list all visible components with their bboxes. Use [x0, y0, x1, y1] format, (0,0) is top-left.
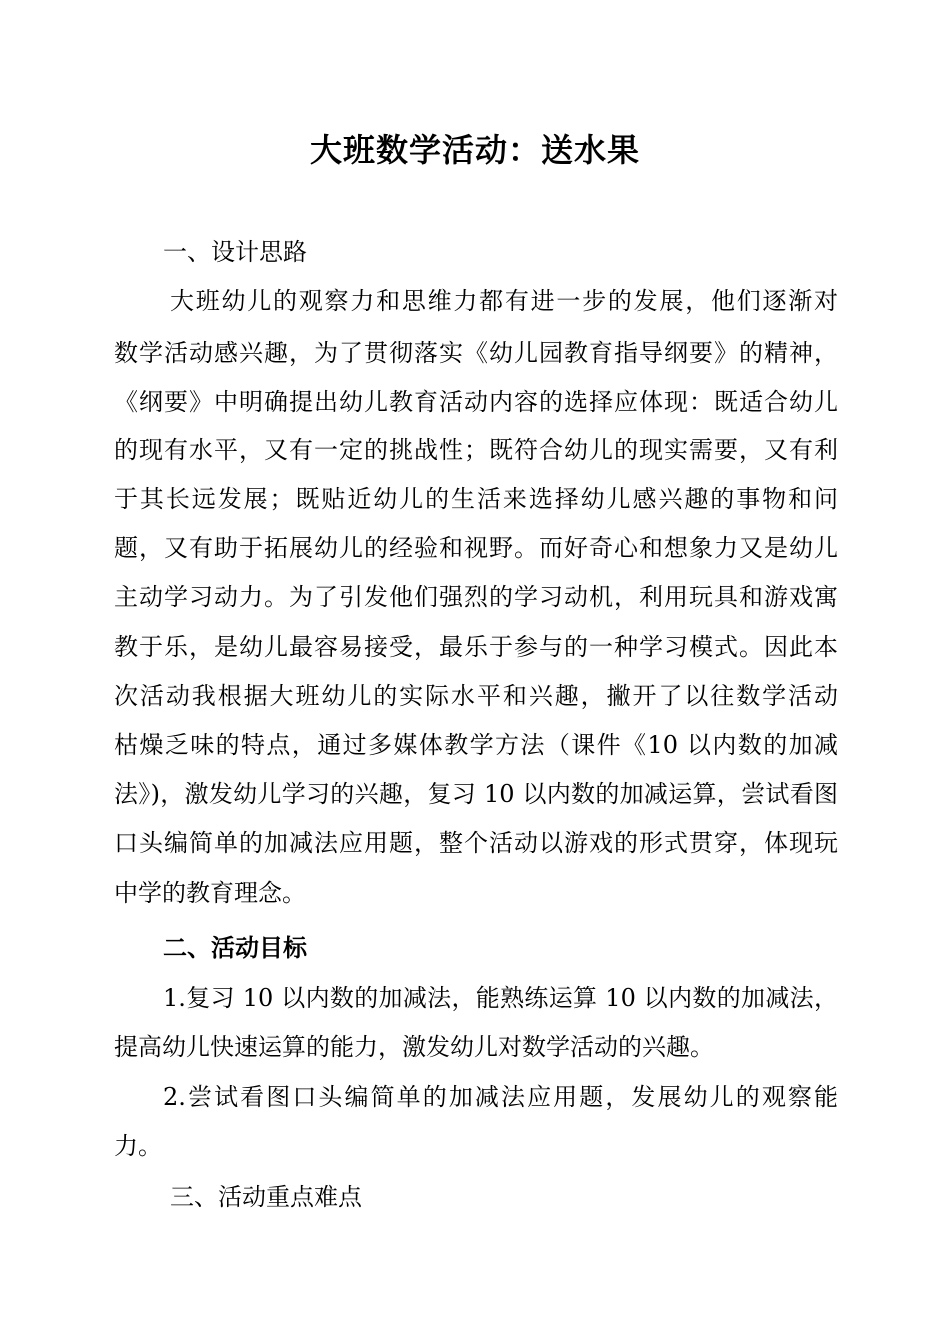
paragraph-line: 的现有水平，又有一定的挑战性；既符合幼儿的现实需要，又有利	[114, 436, 838, 464]
paragraph-line: 次活动我根据大班幼儿的实际水平和兴趣，撇开了以往数学活动	[114, 682, 838, 710]
paragraph-line: 于其长远发展；既贴近幼儿的生活来选择幼儿感兴趣的事物和问	[114, 485, 838, 513]
paragraph-line: 教于乐，是幼儿最容易接受，最乐于参与的一种学习模式。因此本	[114, 633, 838, 661]
paragraph-line: 法》)，激发幼儿学习的兴趣，复习 10 以内数的加减运算，尝试看图	[114, 780, 838, 808]
goal-line: 1.复习 10 以内数的加减法，能熟练运算 10 以内数的加减法，	[163, 984, 838, 1012]
paragraph-line: 中学的教育理念。	[114, 879, 306, 907]
paragraph-line: 口头编简单的加减法应用题，整个活动以游戏的形式贯穿，体现玩	[114, 829, 838, 857]
section-heading-design: 一、设计思路	[163, 238, 307, 266]
paragraph-line: 题，又有助于拓展幼儿的经验和视野。而好奇心和想象力又是幼儿	[114, 534, 838, 562]
paragraph-line: 数学活动感兴趣，为了贯彻落实《幼儿园教育指导纲要》的精神，	[114, 339, 838, 367]
document-title: 大班数学活动：送水果	[309, 131, 640, 169]
goal-line: 提高幼儿快速运算的能力，激发幼儿对数学活动的兴趣。	[114, 1033, 714, 1061]
paragraph-line: 主动学习动力。为了引发他们强烈的学习动机，利用玩具和游戏寓	[114, 583, 838, 611]
goal-line: 力。	[114, 1132, 162, 1160]
paragraph-line: 《纲要》中明确提出幼儿教育活动内容的选择应体现：既适合幼儿	[114, 388, 838, 416]
goal-line: 2.尝试看图口头编简单的加减法应用题，发展幼儿的观察能	[163, 1083, 838, 1111]
paragraph-line: 枯燥乏味的特点，通过多媒体教学方法（课件《10 以内数的加减	[114, 731, 838, 759]
section-heading-keypoints: 三、活动重点难点	[170, 1183, 362, 1211]
section-heading-goals: 二、活动目标	[163, 933, 307, 962]
paragraph-line: 大班幼儿的观察力和思维力都有进一步的发展，他们逐渐对	[170, 287, 838, 315]
